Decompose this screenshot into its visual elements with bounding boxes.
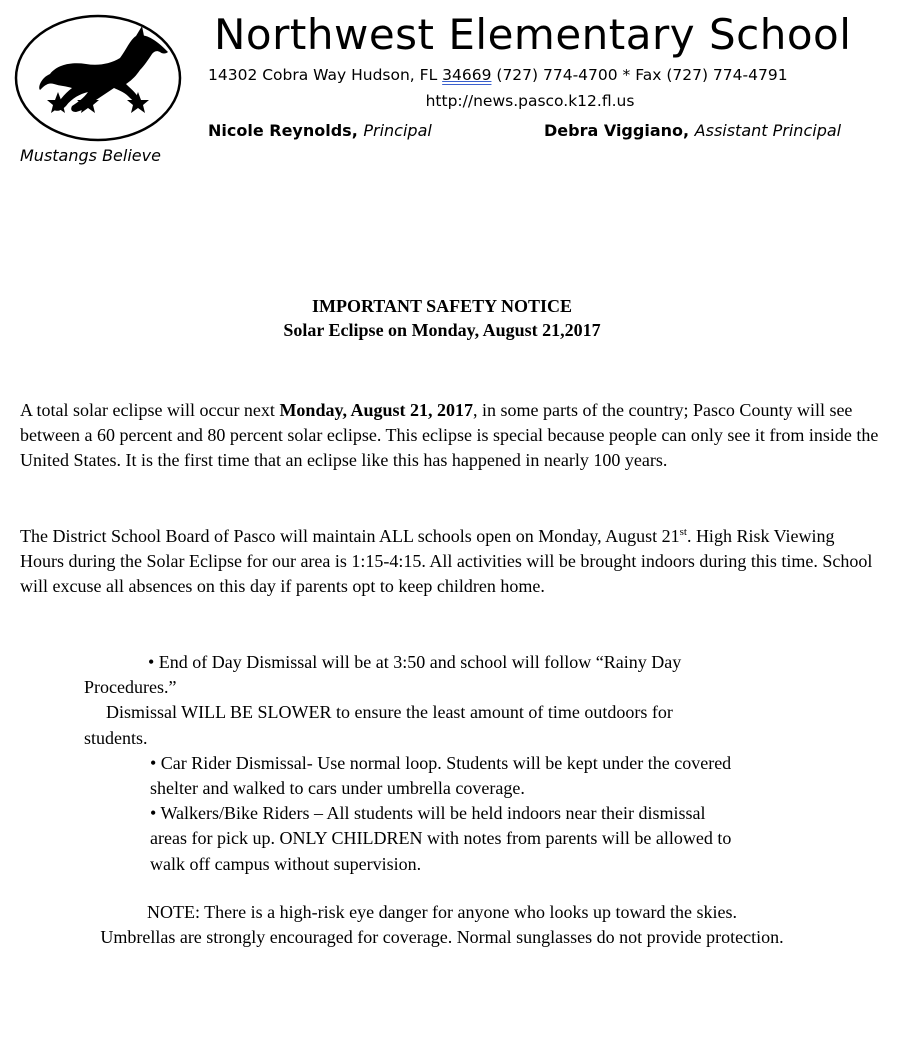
school-address	[208, 66, 788, 84]
assistant-principal-name: Debra Viggiano	[544, 121, 683, 140]
address-phone-fax: (727) 774-4700 * Fax (727) 774-4791	[491, 66, 788, 84]
bullet-walkers-line-1: • Walkers/Bike Riders – All students will be held indoors near their dismissal	[150, 803, 706, 824]
address-street: 14302 Cobra Way Hudson, FL	[208, 66, 443, 84]
p2-superscript: st	[679, 526, 687, 538]
principal-name: Nicole Reynolds	[208, 121, 352, 140]
bullet-car-rider-line-2: shelter and walked to cars under umbrella coverage.	[150, 778, 525, 799]
assistant-principal-role: Assistant Principal	[694, 121, 842, 140]
bullet-walkers-line-3: walk off campus without supervision.	[150, 853, 422, 874]
note-line-1: NOTE: There is a high-risk eye danger for anyone who looks up toward the skies.	[146, 902, 738, 922]
notice-heading	[0, 294, 884, 342]
p1-text-a: A total solar eclipse will occur next	[20, 400, 280, 420]
school-website: http://news.pasco.k12.fl.us	[425, 92, 635, 110]
p2-text-b: . High Risk Viewing Hours during the Solar Eclipse for our area is 1:15-4:15. All activities will be brought indoors during this time. School will excuse all absences on this day if parents opt to keep children home.	[20, 526, 873, 597]
school-motto: Mustangs Believe	[20, 146, 161, 165]
notice-title: IMPORTANT SAFETY NOTICE	[311, 296, 573, 316]
bullet-walkers-line-2: areas for pick up. ONLY CHILDREN with notes from parents will be allowed to	[150, 828, 732, 849]
p1-date-bold: Monday, August 21, 2017	[279, 400, 473, 420]
safety-note	[0, 900, 884, 950]
principal-line: Nicole Reynolds, Principal	[208, 121, 432, 140]
assistant-principal-line: Debra Viggiano, Assistant Principal	[544, 121, 842, 140]
notice-subtitle: Solar Eclipse on Monday, August 21,2017	[283, 320, 601, 340]
bullet-car-rider-line-1: • Car Rider Dismissal- Use normal loop. Students will be kept under the covered	[150, 752, 732, 773]
p1-text-b: , in some parts of the country; Pasco County will see between a 60 percent and 80 percent solar eclipse. This eclipse is special because people can only see it from inside the United States. It is the first time that an eclipse like this has happened in nearly 100 years.	[20, 400, 879, 471]
bullet-dismissal-line-3: Dismissal WILL BE SLOWER to ensure the least amount of time outdoors for	[106, 702, 673, 723]
school-name: Northwest Elementary School	[214, 10, 852, 59]
running-horse-icon	[14, 14, 182, 142]
principal-role: Principal	[363, 121, 432, 140]
paragraph-eclipse-intro	[20, 398, 880, 474]
bullet-dismissal-line-2: Procedures.”	[84, 677, 177, 698]
note-line-2: Umbrellas are strongly encouraged for coverage. Normal sunglasses do not provide protection.	[100, 927, 784, 948]
p2-text-a: The District School Board of Pasco will maintain ALL schools open on Monday, August 21	[20, 526, 680, 546]
dismissal-bullets	[84, 650, 884, 877]
bullet-dismissal-line-1: • End of Day Dismissal will be at 3:50 and school will follow “Rainy Day	[148, 652, 682, 672]
paragraph-school-open	[20, 524, 880, 600]
bullet-dismissal-line-4: students.	[84, 727, 148, 748]
address-zip: 34669	[442, 66, 492, 84]
